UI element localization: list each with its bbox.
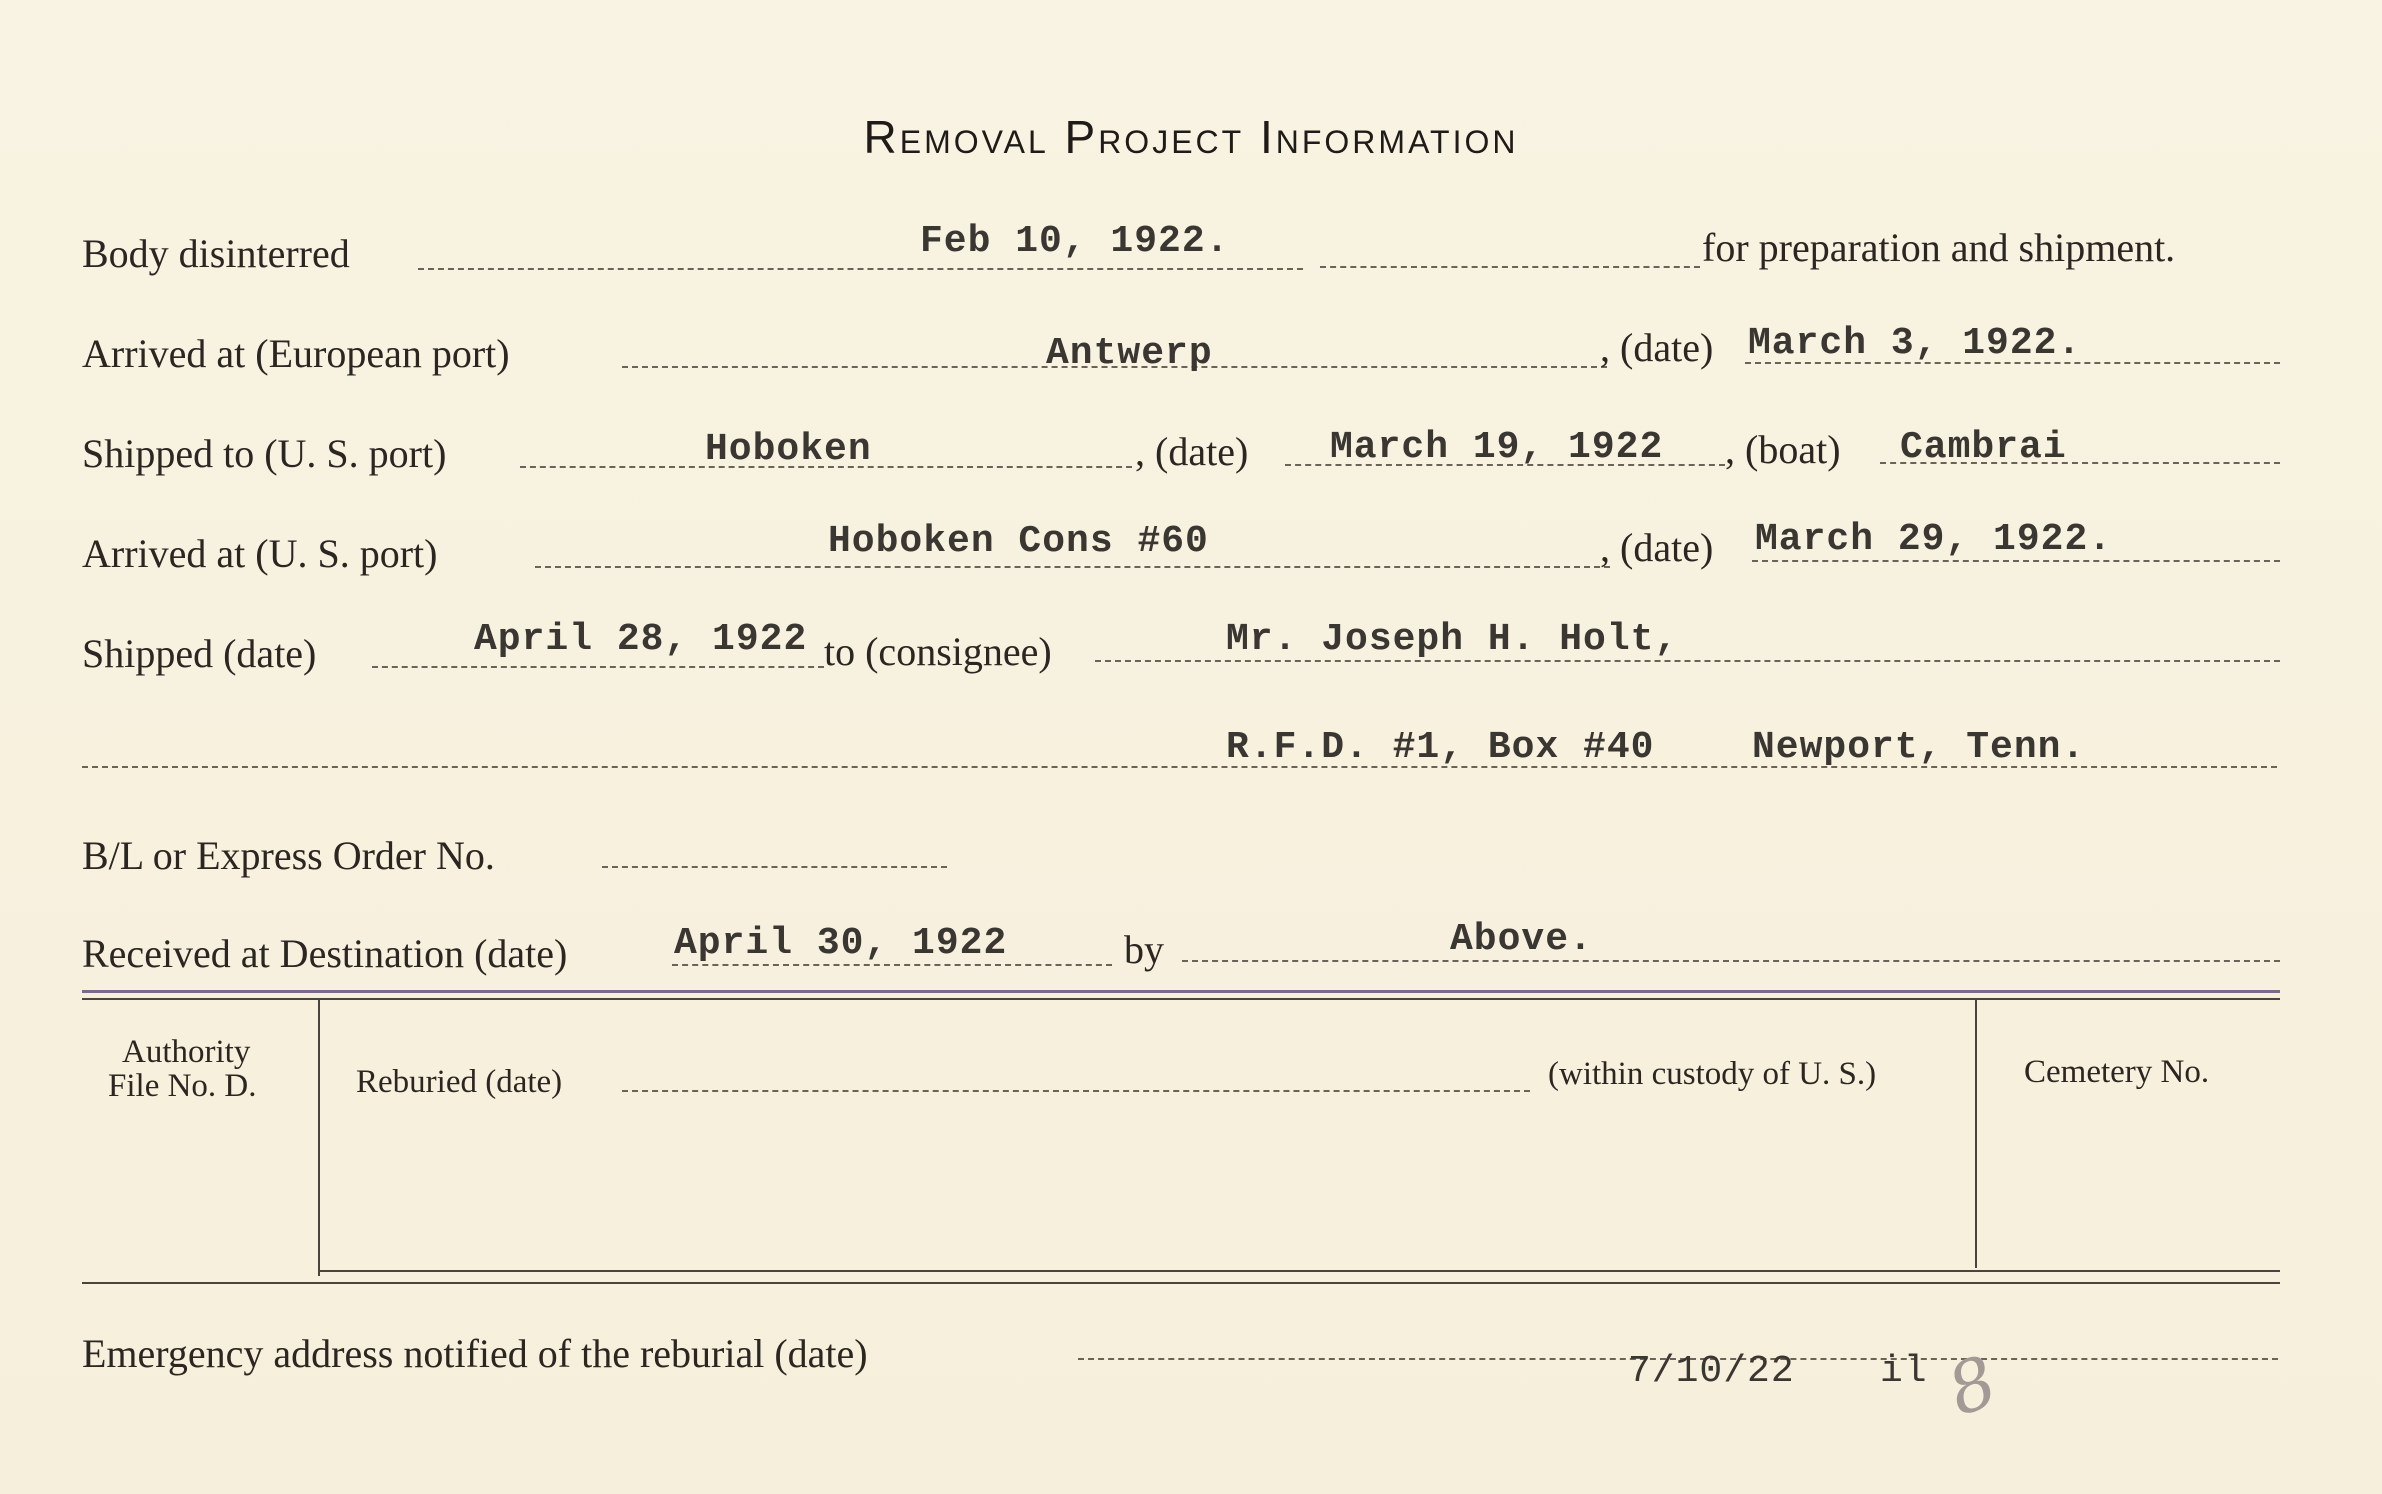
- box-top-border-inner: [82, 998, 2280, 1000]
- value-received-by: Above.: [1450, 918, 1593, 961]
- value-received-date: April 30, 1922: [674, 922, 1008, 965]
- box-bottom-border-right: [318, 1270, 2280, 1272]
- label-bl-express: B/L or Express Order No.: [82, 833, 495, 878]
- value-european-port: Antwerp: [1046, 332, 1213, 375]
- value-arrived-us-port: Hoboken Cons #60: [828, 520, 1209, 563]
- label-shipped-to-us: Shipped to (U. S. port): [82, 431, 447, 476]
- label-within-custody: (within custody of U. S.): [1548, 1056, 1877, 1092]
- value-boat: Cambrai: [1900, 426, 2067, 469]
- box-divider-right: [1975, 1000, 1977, 1268]
- label-emergency: Emergency address notified of the reburial (date): [82, 1331, 868, 1376]
- field-line-body-disinterred: [418, 268, 1303, 270]
- value-body-disinterred: Feb 10, 1922.: [920, 220, 1230, 263]
- label-shipped-date: Shipped (date): [82, 631, 317, 676]
- form-title: Removal Project Information: [863, 111, 1519, 163]
- label-body-disinterred: Body disinterred: [82, 231, 350, 276]
- label-arrived-us-date: , (date): [1600, 525, 1714, 570]
- field-line-bl-express: [602, 866, 947, 868]
- label-by: by: [1124, 927, 1164, 972]
- field-line-received-by: [1182, 960, 2280, 962]
- field-line-arrived-us-port: [535, 566, 1610, 568]
- value-us-port-shipped: Hoboken: [705, 428, 872, 471]
- field-line-reburied: [622, 1090, 1530, 1092]
- pencil-mark: 8: [1937, 1339, 2008, 1433]
- field-line-shipped-date: [372, 666, 824, 668]
- label-boat: , (boat): [1725, 427, 1841, 472]
- value-shipped-date-us: March 19, 1922: [1330, 426, 1664, 469]
- value-european-date: March 3, 1922.: [1748, 322, 2082, 365]
- value-consignee-name: Mr. Joseph H. Holt,: [1226, 618, 1679, 661]
- value-consignee-city: Newport, Tenn.: [1752, 726, 2086, 769]
- label-arrived-european: Arrived at (European port): [82, 331, 510, 376]
- field-line-body-disinterred-tail: [1320, 266, 1700, 268]
- label-to-consignee: to (consignee): [824, 629, 1052, 674]
- label-european-date: , (date): [1600, 325, 1714, 370]
- label-reburied: Reburied (date): [356, 1064, 563, 1100]
- value-consignee-address: R.F.D. #1, Box #40: [1226, 726, 1655, 769]
- box-top-border: [82, 990, 2280, 993]
- label-file-no: File No. D.: [108, 1068, 257, 1104]
- label-authority: Authority: [122, 1034, 251, 1070]
- box-divider-left: [318, 1000, 320, 1276]
- label-shipped-date-us: , (date): [1135, 429, 1249, 474]
- box-bottom-border: [82, 1282, 2280, 1284]
- label-arrived-us: Arrived at (U. S. port): [82, 531, 438, 576]
- label-for-preparation: for preparation and shipment.: [1702, 225, 2176, 270]
- value-shipped-date: April 28, 1922: [474, 618, 808, 661]
- value-emergency-date: 7/10/22: [1628, 1350, 1795, 1393]
- label-cemetery-no: Cemetery No.: [2024, 1054, 2210, 1090]
- label-received-destination: Received at Destination (date): [82, 931, 568, 976]
- value-arrived-us-date: March 29, 1922.: [1755, 518, 2113, 561]
- value-emergency-initials: il: [1880, 1350, 1928, 1393]
